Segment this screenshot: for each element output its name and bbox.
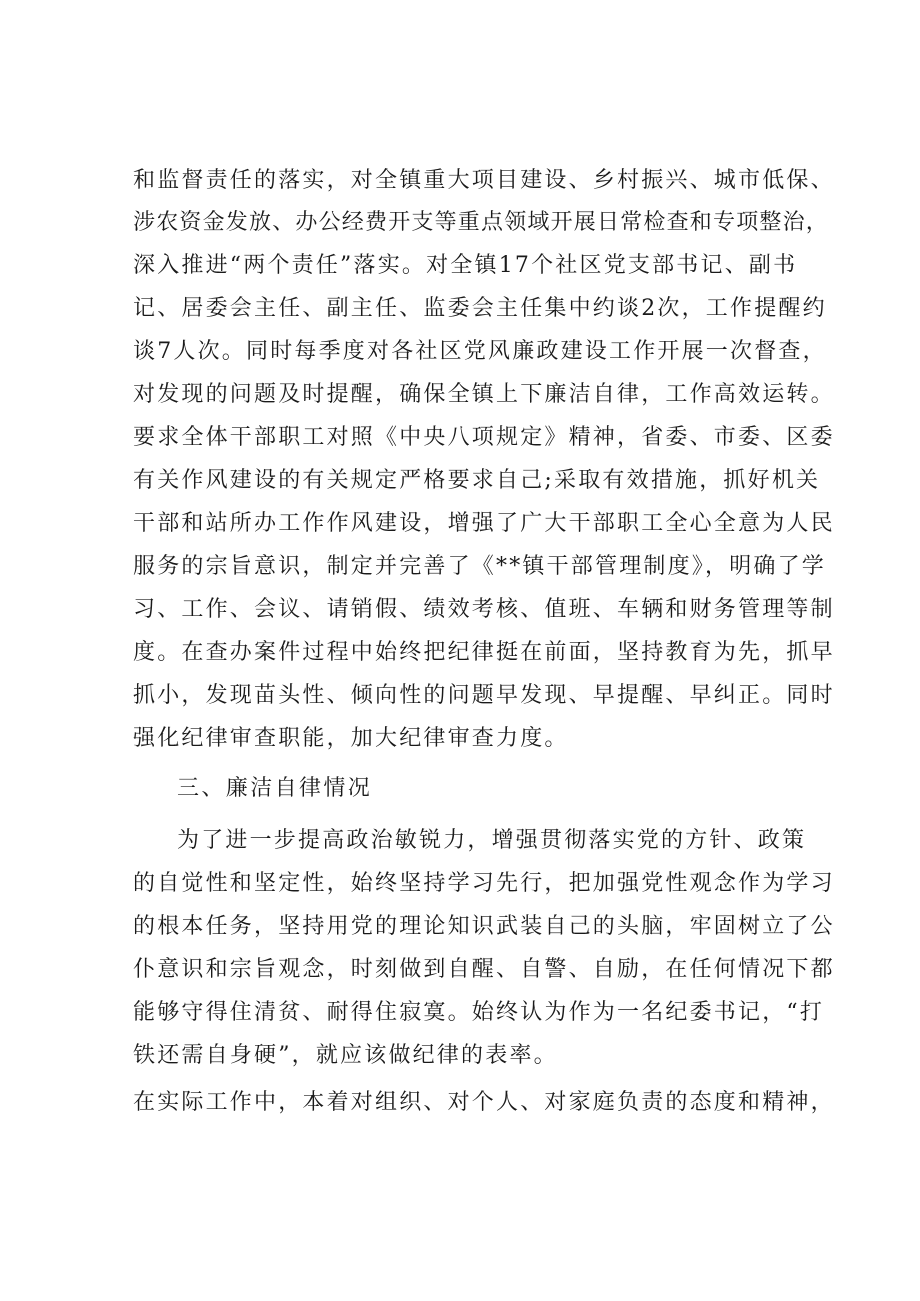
paragraph-line: 涉农资金发放、办公经费开支等重点领域开展日常检查和专项整治， — [133, 210, 830, 235]
paragraph-line: 为了进一步提高政治敏锐力，增强贯彻落实党的方针、政策 — [177, 828, 807, 853]
paragraph-line: 记、居委会主任、副主任、监委会主任集中约谈2次，工作提醒约 — [133, 296, 827, 321]
paragraph-line: 在实际工作中，本着对组织、对个人、对家庭负责的态度和精神， — [133, 1090, 835, 1115]
paragraph-line: 对发现的问题及时提醒，确保全镇上下廉洁自律，工作高效运转。 — [133, 382, 835, 407]
paragraph-line: 有关作风建设的有关规定严格要求自己;采取有效措施，抓好机关 — [133, 468, 821, 493]
paragraph-line: 深入推进“两个责任”落实。对全镇17个社区党支部书记、副书 — [133, 253, 798, 278]
paragraph-line: 的自觉性和坚定性，始终坚持学习先行，把加强党性观念作为学习 — [133, 871, 835, 896]
paragraph-line: 的根本任务，坚持用党的理论知识武装自己的头脑，牢固树立了公 — [133, 914, 835, 939]
paragraph-line: 度。在查办案件过程中始终把纪律挺在前面，坚持教育为先，抓早 — [133, 640, 835, 665]
paragraph-line: 能够守得住清贫、耐得住寂寞。始终认为作为一名纪委书记，“打 — [133, 1000, 825, 1025]
section-heading: 三、廉洁自律情况 — [177, 776, 373, 801]
paragraph-line: 谈7人次。同时每季度对各社区党风廉政建设工作开展一次督查， — [133, 339, 827, 364]
paragraph-line: 仆意识和宗旨观念，时刻做到自醒、自警、自励，在任何情况下都 — [133, 957, 835, 982]
paragraph-line: 要求全体干部职工对照《中央八项规定》精神，省委、市委、区委 — [133, 425, 835, 450]
paragraph-line: 抓小，发现苗头性、倾向性的问题早发现、早提醒、早纠正。同时 — [133, 683, 835, 708]
paragraph-line: 铁还需自身硬”，就应该做纪律的表率。 — [133, 1043, 558, 1068]
paragraph-line: 习、工作、会议、请销假、绩效考核、值班、车辆和财务管理等制 — [133, 597, 835, 622]
paragraph-line: 服务的宗旨意识，制定并完善了《**镇干部管理制度》，明确了学 — [133, 554, 827, 579]
paragraph-line: 强化纪律审查职能，加大纪律审查力度。 — [133, 726, 569, 751]
paragraph-line: 干部和站所办工作作风建设，增强了广大干部职工全心全意为人民 — [133, 511, 835, 536]
paragraph-line: 和监督责任的落实，对全镇重大项目建设、乡村振兴、城市低保、 — [133, 168, 835, 193]
